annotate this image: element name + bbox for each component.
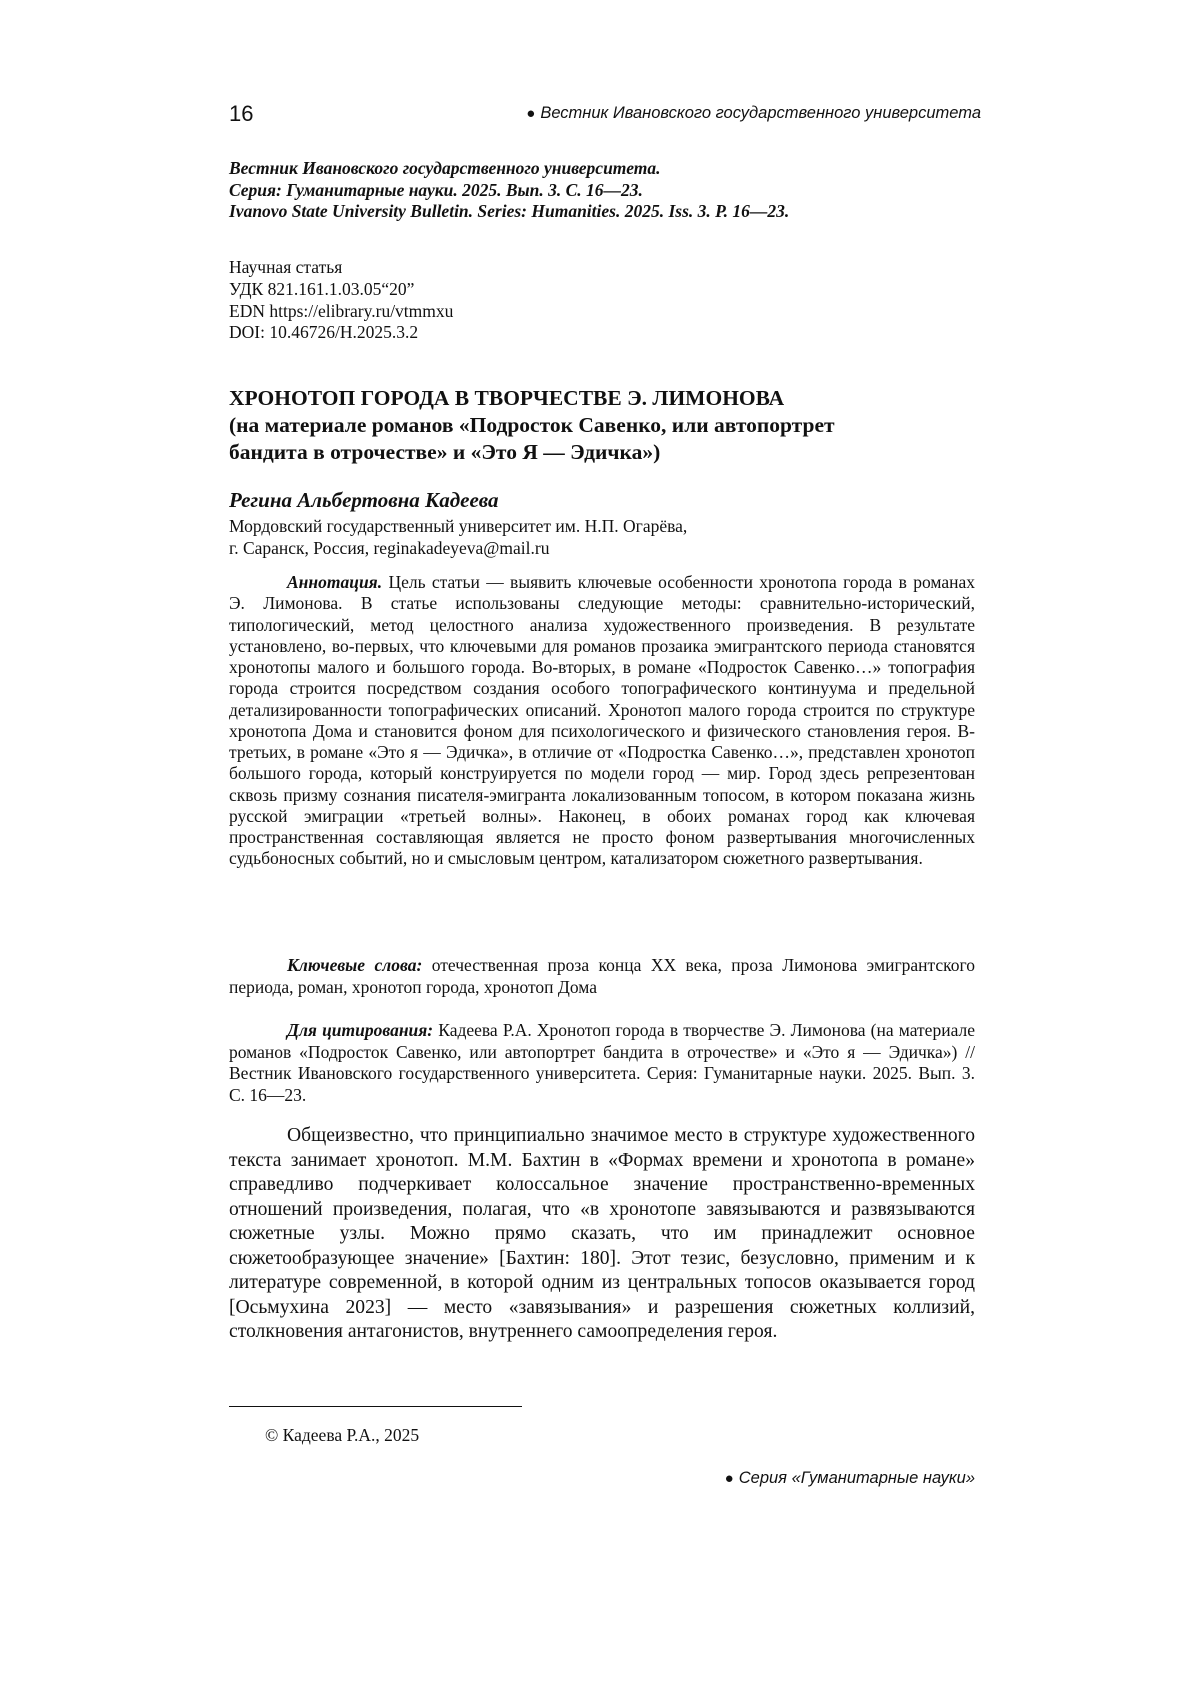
citation-line: Серия: Гуманитарные науки. 2025. Вып. 3. С. 16—23. <box>229 179 643 200</box>
doi: DOI: 10.46726/H.2025.3.2 <box>229 322 419 343</box>
abstract <box>229 572 975 870</box>
running-head-title: Вестник Ивановского государственного университета <box>540 104 981 122</box>
citation-line: Ivanovo State University Bulletin. Series: Humanities. 2025. Iss. 3. P. 16—23. <box>229 201 790 221</box>
cite-as-label: Для цитирования: <box>287 1020 434 1040</box>
series-name: Серия «Гуманитарные науки» <box>738 1469 975 1487</box>
author-name: Регина Альбертовна Кадеева <box>229 488 499 512</box>
affiliation-line: г. Саранск, Россия, reginakadeyeva@mail.ru <box>229 538 550 558</box>
citation-line: Вестник Ивановского государственного университета. <box>229 158 661 178</box>
edn-link: EDN https://elibrary.ru/vtmmxu <box>229 300 454 321</box>
page-number: 16 <box>229 101 254 126</box>
affiliation-line: Мордовский государственный университет им. Н.П. Огарёва, <box>229 516 688 536</box>
article-metadata <box>229 257 829 344</box>
article-type: Научная статья <box>229 257 343 277</box>
keywords <box>229 955 975 998</box>
udc-code: УДК 821.161.1.03.05“20” <box>229 278 415 299</box>
keywords-label: Ключевые слова: <box>287 955 423 975</box>
title-line: (на материале романов «Подросток Савенко, или автопортрет <box>229 413 835 437</box>
cite-as <box>229 1020 975 1106</box>
title-line: ХРОНОТОП ГОРОДА В ТВОРЧЕСТВЕ Э. ЛИМОНОВА <box>229 386 785 410</box>
cite-as-text: Кадеева Р.А. Хронотоп города в творчестве Э. Лимонова (на материале романов «Подросток Савенко, или автопортрет бандита в отрочестве» и «Это я — Эдичка») // Вестник Ивановского государственного университета. Серия: Гуманитарные науки. 2025. Вып. 3. С. 16—23. <box>229 1020 975 1105</box>
title-line: бандита в отрочестве» и «Это Я — Эдичка») <box>229 440 661 464</box>
keywords-text: отечественная проза конца XX века, проза Лимонова эмигрантского периода, роман, хронотоп города, хронотоп Дома <box>229 955 976 997</box>
page-footer <box>725 1469 975 1488</box>
page-header <box>229 99 981 133</box>
abstract-label: Аннотация. <box>287 572 383 592</box>
copyright-note: © Кадеева Р.А., 2025 <box>265 1425 420 1445</box>
footnote-divider <box>229 1406 522 1407</box>
body-paragraph: Общеизвестно, что принципиально значимое место в структуре художественного текста занимает хронотоп. М.М. Бахтин в «Формах времени и хронотопа в романе» справедливо подчеркивает колоссальное значение пространственно-временных отношений произведения, полагая, что «в хронотопе завязываются и развязываются сюжетные узлы. Можно прямо сказать, что им принадлежит основное сюжетообразующее значение» [Бахтин: 180]. Этот тезис, безусловно, применим и к литературе современной, в которой одним из центральных топосов оказывается город [Осьмухина 2023] — место «завязывания» и разрешения сюжетных коллизий, столкновения антагонистов, внутреннего самоопределения героя. <box>229 1125 975 1342</box>
bullet-icon: ● <box>724 1470 734 1487</box>
running-head <box>526 104 981 123</box>
journal-citation <box>229 158 989 223</box>
bullet-icon: ● <box>526 105 536 122</box>
abstract-text: Цель статьи — выявить ключевые особенности хронотопа города в романах Э. Лимонова. В статье использованы следующие методы: сравнительно-исторический, типологический, метод целостного анализа художественного произведения. В результате установлено, во-первых, что ключевыми для романов прозаика эмигрантского периода становятся хронотопы малого и большого города. Во-вторых, в романе «Подросток Савенко…» топография города строится посредством создания особого топографического континуума и предельной детализированности топографических описаний. Хронотоп малого города строится по структуре хронотопа Дома и становится фоном для психологического и физического становления героя. В-третьих, в романе «Это я — Эдичка», в отличие от «Подростка Савенко…», представлен хронотоп большого города, который конструируется по модели город — мир. Город здесь репрезентован сквозь призму сознания писателя-эмигранта локализованным топосом, в котором показана жизнь русской эмиграции «третьей волны». Наконец, в обоих романах город как ключевая пространственная составляющая является не просто фоном развертывания многочисленных судьбоносных событий, но и смысловым центром, катализатором сюжетного развертывания. <box>229 572 975 869</box>
article-title <box>229 385 989 466</box>
author-affiliation <box>229 515 929 559</box>
